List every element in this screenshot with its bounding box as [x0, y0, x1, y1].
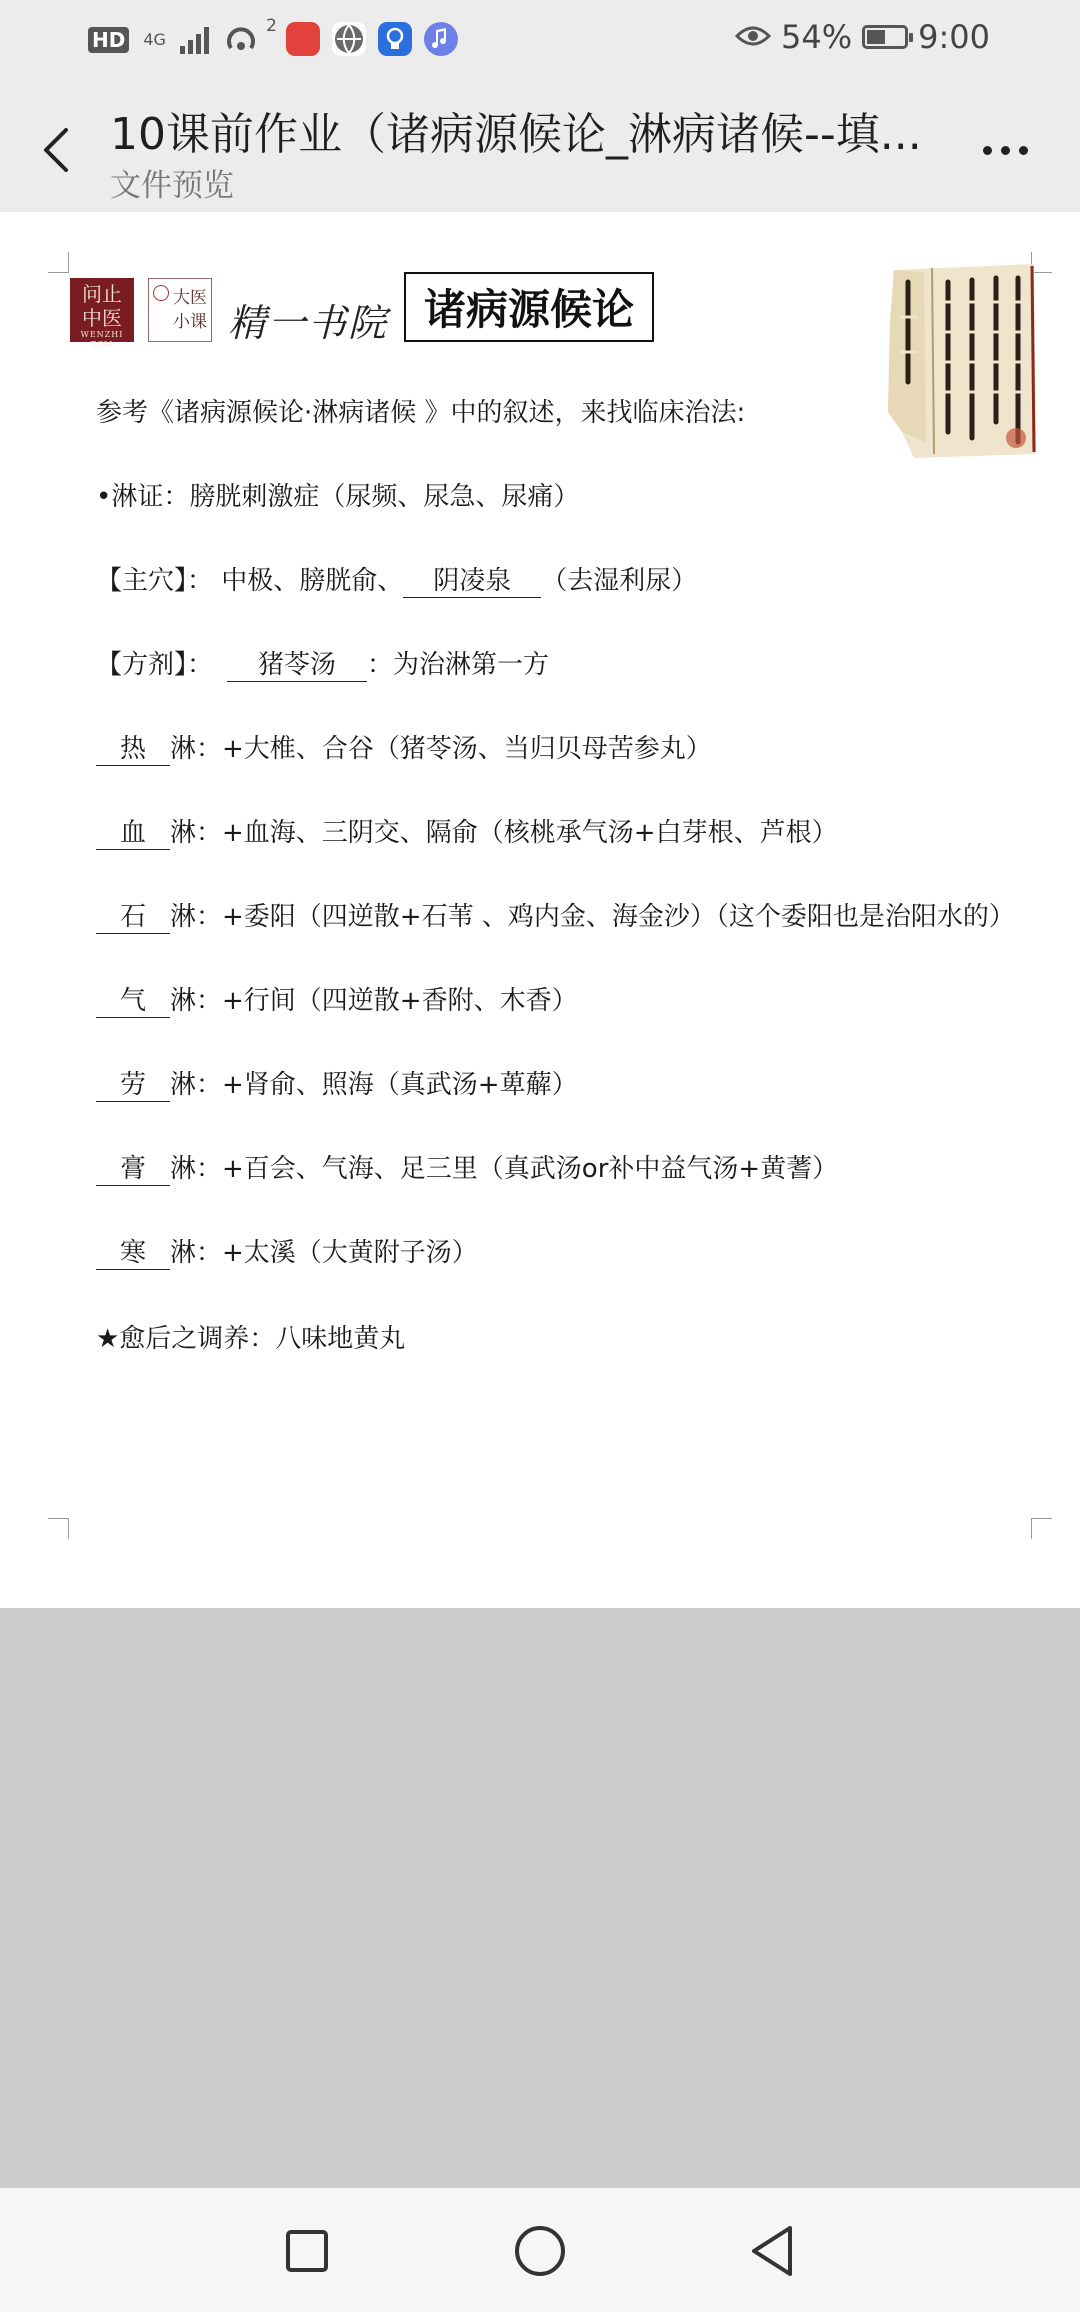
back-nav-button[interactable] — [738, 2216, 808, 2286]
dayi-xiaoke-logo: 大医 小课 — [148, 278, 212, 342]
page-corner-mark — [48, 1518, 69, 1539]
home-button[interactable] — [505, 2216, 575, 2286]
music-app-icon — [424, 22, 458, 56]
eye-comfort-icon — [735, 18, 771, 56]
type-line: 劳 淋：+肾俞、照海（真武汤+萆薢） — [96, 1064, 578, 1102]
type-line: 气 淋：+行间（四逆散+香附、木香） — [96, 980, 578, 1018]
main-points-line: 【主穴】： 中极、膀胱俞、 阴凌泉 （去湿利尿） — [96, 566, 698, 596]
more-dot-icon — [983, 146, 992, 155]
status-indicators — [88, 16, 277, 62]
huawei-app-icon — [286, 22, 320, 56]
hd-badge: HD — [88, 27, 129, 53]
answer-blank: 气 — [96, 985, 170, 1018]
bulb-app-icon — [378, 22, 412, 56]
ancient-book-image — [884, 262, 1040, 462]
triangle-back-icon — [738, 2216, 808, 2286]
document-subtitle: 文件预览 — [110, 168, 234, 204]
more-dot-icon — [1001, 146, 1010, 155]
globe-app-icon — [332, 22, 366, 56]
more-options-button[interactable] — [970, 120, 1040, 180]
status-right — [735, 18, 990, 56]
circle-icon — [505, 2216, 575, 2286]
answer-blank: 阴凌泉 — [403, 565, 541, 598]
type-line: 石 淋：+委阳（四逆散+石苇 、鸡内金、海金沙）（这个委阳也是治阳水的） — [96, 896, 1015, 934]
symptom-text: •淋证：膀胱刺激症（尿频、尿急、尿痛） — [96, 482, 580, 512]
document-title: 10课前作业（诸病源候论_淋病诸候--填... — [110, 109, 922, 160]
answer-blank: 石 — [96, 901, 170, 934]
clock: 9:00 — [918, 18, 990, 56]
back-button[interactable] — [30, 110, 86, 190]
status-bar — [0, 0, 1080, 80]
page-corner-mark — [48, 252, 69, 273]
answer-blank: 猪苓汤 — [227, 649, 367, 682]
page-corner-mark — [1031, 1518, 1052, 1539]
network-type: 4G — [143, 30, 166, 49]
battery-percent: 54% — [781, 18, 853, 56]
type-line: 膏 淋：+百会、气海、足三里（真武汤or补中益气汤+黄蓍） — [96, 1148, 838, 1186]
notification-icons — [286, 22, 458, 56]
signal-icon — [180, 26, 209, 54]
wenzhi-logo: 问止 中医 WENZHI TCM — [70, 278, 134, 342]
intro-text: 参考《诸病源候论·淋病诸候 》中的叙述，来找临床治法: — [96, 398, 746, 428]
document-heading: 诸病源候论 — [404, 272, 654, 342]
type-line: 热 淋：+大椎、合谷（猪苓汤、当归贝母苦参丸） — [96, 728, 712, 766]
answer-blank: 寒 — [96, 1237, 170, 1270]
system-nav-bar — [0, 2188, 1080, 2312]
more-dot-icon — [1019, 146, 1028, 155]
aftercare-text: ★愈后之调养：八味地黄丸 — [96, 1324, 406, 1354]
jingyi-academy-logo: 精一书院 — [228, 301, 389, 345]
type-line: 血 淋：+血海、三阴交、隔俞（核桃承气汤+白芽根、芦根） — [96, 812, 838, 850]
formula-line: 【方剂】： 猪苓汤 ：为治淋第一方 — [96, 650, 550, 680]
recents-button[interactable] — [272, 2216, 342, 2286]
answer-blank: 血 — [96, 817, 170, 850]
chevron-left-icon — [30, 110, 86, 190]
app-header — [0, 80, 1080, 212]
battery-icon — [862, 25, 908, 49]
answer-blank: 膏 — [96, 1153, 170, 1186]
wifi-count: 2 — [266, 16, 277, 36]
wifi-hotspot-icon — [223, 16, 277, 58]
answer-blank: 热 — [96, 733, 170, 766]
square-icon — [272, 2216, 342, 2286]
answer-blank: 劳 — [96, 1069, 170, 1102]
preview-background — [0, 1608, 1080, 2188]
document-page[interactable] — [0, 212, 1080, 1608]
type-line: 寒 淋：+太溪（大黄附子汤） — [96, 1232, 478, 1270]
